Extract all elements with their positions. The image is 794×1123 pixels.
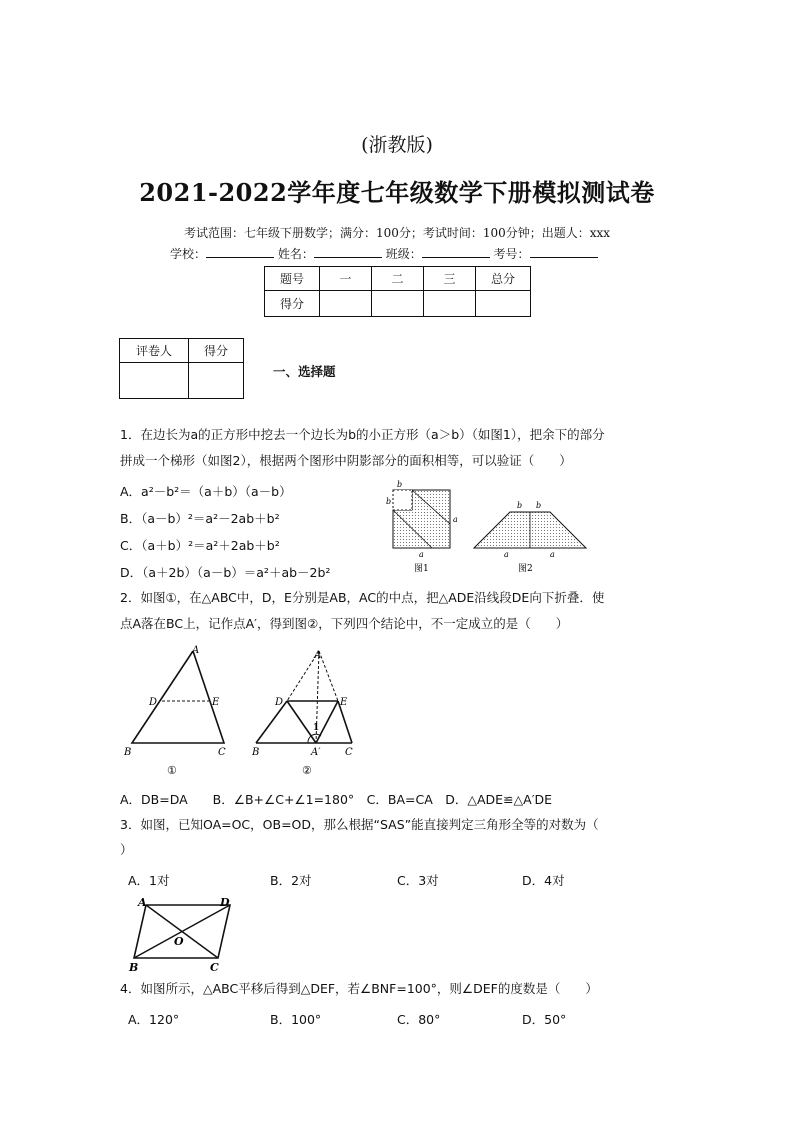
name-label: 姓名： bbox=[277, 247, 314, 261]
question-3-line-1: 3．如图，已知OA=OC，OB=OD，那么根据“SAS”能直接判定三角形全等的对数为（ bbox=[120, 817, 599, 832]
section-title: 一、选择题 bbox=[273, 364, 336, 379]
class-label: 班级： bbox=[385, 247, 422, 261]
label-C: C bbox=[210, 961, 219, 974]
school-label: 学校： bbox=[170, 247, 207, 261]
question-4-line-1: 4．如图所示，△ABC平移后得到△DEF，若∠BNF=100°，则∠DEF的度数是（ ） bbox=[120, 981, 598, 996]
question-2-figure bbox=[118, 643, 368, 778]
score-header-cell: 二 bbox=[372, 267, 424, 291]
fig1-caption: 图1 bbox=[414, 564, 429, 574]
question-1-line-2: 拼成一个梯形（如图2），根据两个图形中阴影部分的面积相等，可以验证（ ） bbox=[120, 453, 572, 468]
exam-number-label: 考号： bbox=[493, 247, 530, 261]
label-O: O bbox=[174, 935, 184, 948]
fig2-label-b: b bbox=[536, 501, 542, 510]
exam-info: 考试范围：七年级下册数学；满分：100分；考试时间：100分钟；出题人：xxx bbox=[183, 226, 611, 240]
label-A: A bbox=[138, 896, 147, 909]
subtitle: (浙教版) bbox=[361, 134, 433, 156]
exam-number-field[interactable] bbox=[530, 245, 598, 258]
score-cell[interactable] bbox=[320, 291, 372, 317]
score-cell[interactable] bbox=[424, 291, 476, 317]
fig2-caption: 图2 bbox=[518, 564, 533, 574]
fig2-label-C: C bbox=[345, 747, 353, 758]
grader-header-cell: 评卷人 bbox=[120, 339, 189, 363]
fig1-caption: ① bbox=[167, 764, 177, 777]
fig1-label-D: D bbox=[149, 697, 158, 708]
question-3-option-d[interactable]: D．4对 bbox=[522, 873, 565, 888]
question-2-line-2: 点A落在BC上，记作点A′，得到图②，下列四个结论中，不一定成立的是（ ） bbox=[120, 616, 569, 631]
question-4-option-d[interactable]: D．50° bbox=[522, 1012, 567, 1027]
score-header-cell: 总分 bbox=[476, 267, 531, 291]
fig1-label-a: a bbox=[453, 515, 458, 524]
fig2-label-A-prime: A′ bbox=[311, 747, 321, 758]
fig2-label-a: a bbox=[504, 550, 509, 559]
fig1-label-b: b bbox=[397, 480, 403, 489]
fig2-label-b: b bbox=[517, 501, 523, 510]
question-3-option-b[interactable]: B．2对 bbox=[270, 873, 312, 888]
question-3-option-c[interactable]: C．3对 bbox=[397, 873, 439, 888]
fig2-label-a: a bbox=[550, 550, 555, 559]
grader-cell[interactable] bbox=[189, 363, 244, 399]
score-row-label: 得分 bbox=[265, 291, 320, 317]
fig2-fold-ea bbox=[316, 701, 338, 743]
question-4-option-b[interactable]: B．100° bbox=[270, 1012, 322, 1027]
question-1-option-d[interactable]: D．（a＋2b）（a－b）＝a²＋ab－2b² bbox=[120, 565, 331, 580]
score-header-cell: 题号 bbox=[265, 267, 320, 291]
question-1-option-c[interactable]: C．（a＋b）²＝a²＋2ab＋b² bbox=[120, 538, 280, 553]
grader-table bbox=[119, 338, 244, 399]
question-4-option-c[interactable]: C．80° bbox=[397, 1012, 441, 1027]
fig2-label-one: 1 bbox=[313, 723, 320, 733]
label-B: B bbox=[129, 961, 139, 974]
question-1-option-a[interactable]: A．a²－b²＝（a＋b）（a－b） bbox=[120, 484, 292, 499]
class-field[interactable] bbox=[422, 245, 490, 258]
score-header-cell: 一 bbox=[320, 267, 372, 291]
page-title: 2021-2022学年度七年级数学下册模拟测试卷 bbox=[139, 178, 655, 207]
fig1-label-b: b bbox=[386, 497, 392, 506]
question-1-figure bbox=[378, 478, 598, 574]
score-cell[interactable] bbox=[372, 291, 424, 317]
question-4-option-a[interactable]: A．120° bbox=[128, 1012, 180, 1027]
question-2-line-1: 2．如图①，在△ABC中，D，E分别是AB，AC的中点，把△ADE沿线段DE向下折叠．使 bbox=[120, 590, 605, 605]
fig2-label-E: E bbox=[340, 697, 348, 708]
fig1-label-A: A bbox=[192, 645, 200, 656]
question-3-figure bbox=[126, 893, 241, 975]
fig2-fold-da bbox=[287, 701, 316, 743]
score-table bbox=[264, 266, 531, 317]
diagonal-bd bbox=[134, 905, 230, 958]
fig2-label-D: D bbox=[275, 697, 284, 708]
grader-header-cell: 得分 bbox=[189, 339, 244, 363]
fig2-label-A: A bbox=[314, 650, 322, 661]
question-2-options[interactable]: A．DB=DA B．∠B+∠C+∠1=180° C．BA=CA D．△ADE≌△A′DE bbox=[120, 792, 553, 807]
grader-cell[interactable] bbox=[120, 363, 189, 399]
label-D: D bbox=[220, 896, 230, 909]
fig1-label-B: B bbox=[124, 747, 132, 758]
fig1-triangle bbox=[132, 651, 224, 743]
score-cell[interactable] bbox=[476, 291, 531, 317]
score-header-cell: 三 bbox=[424, 267, 476, 291]
fig1-label-C: C bbox=[218, 747, 226, 758]
question-3-option-a[interactable]: A．1对 bbox=[128, 873, 170, 888]
fig2-dashed-side bbox=[319, 651, 338, 701]
name-field[interactable] bbox=[314, 245, 382, 258]
question-1-option-b[interactable]: B．（a－b）²＝a²－2ab＋b² bbox=[120, 511, 280, 526]
student-info-line bbox=[170, 245, 598, 262]
fig1-label-E: E bbox=[212, 697, 220, 708]
fig1-cut-square bbox=[393, 490, 412, 510]
question-1-line-1: 1．在边长为a的正方形中挖去一个边长为b的小正方形（a＞b）（如图1），把余下的部分 bbox=[120, 427, 605, 442]
fig2-label-B: B bbox=[252, 747, 260, 758]
school-field[interactable] bbox=[206, 245, 274, 258]
fig2-caption: ② bbox=[302, 764, 312, 777]
question-3-line-2: ） bbox=[120, 842, 133, 857]
fig1-label-a: a bbox=[419, 550, 424, 559]
